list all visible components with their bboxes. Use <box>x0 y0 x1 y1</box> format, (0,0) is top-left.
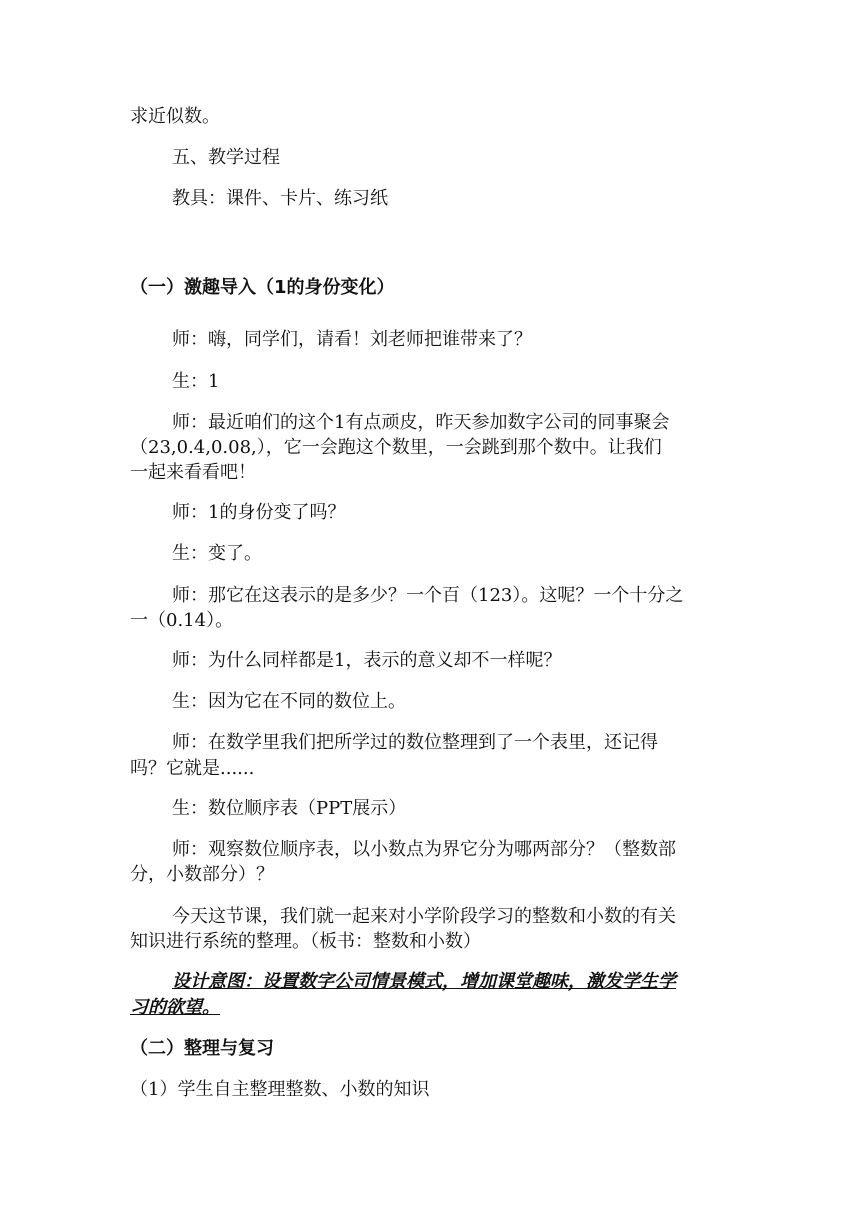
dialogue-line: 师：那它在这表示的是多少？一个百（123）。这呢？一个十分之 <box>172 585 684 606</box>
heading-intro: （一）激趣导入（1的身份变化） <box>130 277 395 298</box>
paragraph-line: 今天这节课，我们就一起来对小学阶段学习的整数和小数的有关 <box>172 906 676 927</box>
dialogue-line: 分，小数部分）？ <box>130 864 274 885</box>
dialogue-line: 吗？它就是...... <box>130 758 255 779</box>
subheading: （1）学生自主整理整数、小数的知识 <box>130 1079 430 1100</box>
dialogue-line: （23,0.4,0.08,），它一会跑这个数里，一会跳到那个数中。让我们 <box>130 437 662 458</box>
dialogue-line: 生：数位顺序表（PPT展示） <box>172 798 407 819</box>
paragraph-line: 知识进行系统的整理。（板书：整数和小数） <box>130 931 481 952</box>
dialogue-line: 一（0.14）。 <box>130 610 234 631</box>
heading-review: （二）整理与复习 <box>130 1038 274 1059</box>
dialogue-line: 生：因为它在不同的数位上。 <box>172 691 406 712</box>
dialogue-line: 一起来看看吧！ <box>130 462 256 483</box>
dialogue-line: 生：变了。 <box>172 543 262 564</box>
dialogue-line: 师：1的身份变了吗？ <box>172 502 346 523</box>
dialogue-line: 师：在数学里我们把所学过的数位整理到了一个表里，还记得 <box>172 732 658 753</box>
design-intent: 设计意图：设置数字公司情景模式，增加课堂趣味，激发学生学 <box>172 971 676 992</box>
dialogue-line: 师：为什么同样都是1，表示的意义却不一样呢？ <box>172 650 562 671</box>
design-intent: 习的欲望。 <box>130 997 220 1018</box>
teaching-aids: 教具：课件、卡片、练习纸 <box>172 188 388 209</box>
dialogue-line: 生：1 <box>172 371 220 392</box>
section-title: 五、教学过程 <box>172 147 280 168</box>
text-line: 求近似数。 <box>130 106 220 127</box>
dialogue-line: 师：观察数位顺序表，以小数点为界它分为哪两部分？（整数部 <box>172 839 676 860</box>
dialogue-line: 师：嗨，同学们，请看！刘老师把谁带来了？ <box>172 329 532 350</box>
dialogue-line: 师：最近咱们的这个1有点顽皮，昨天参加数字公司的同事聚会 <box>172 412 670 433</box>
